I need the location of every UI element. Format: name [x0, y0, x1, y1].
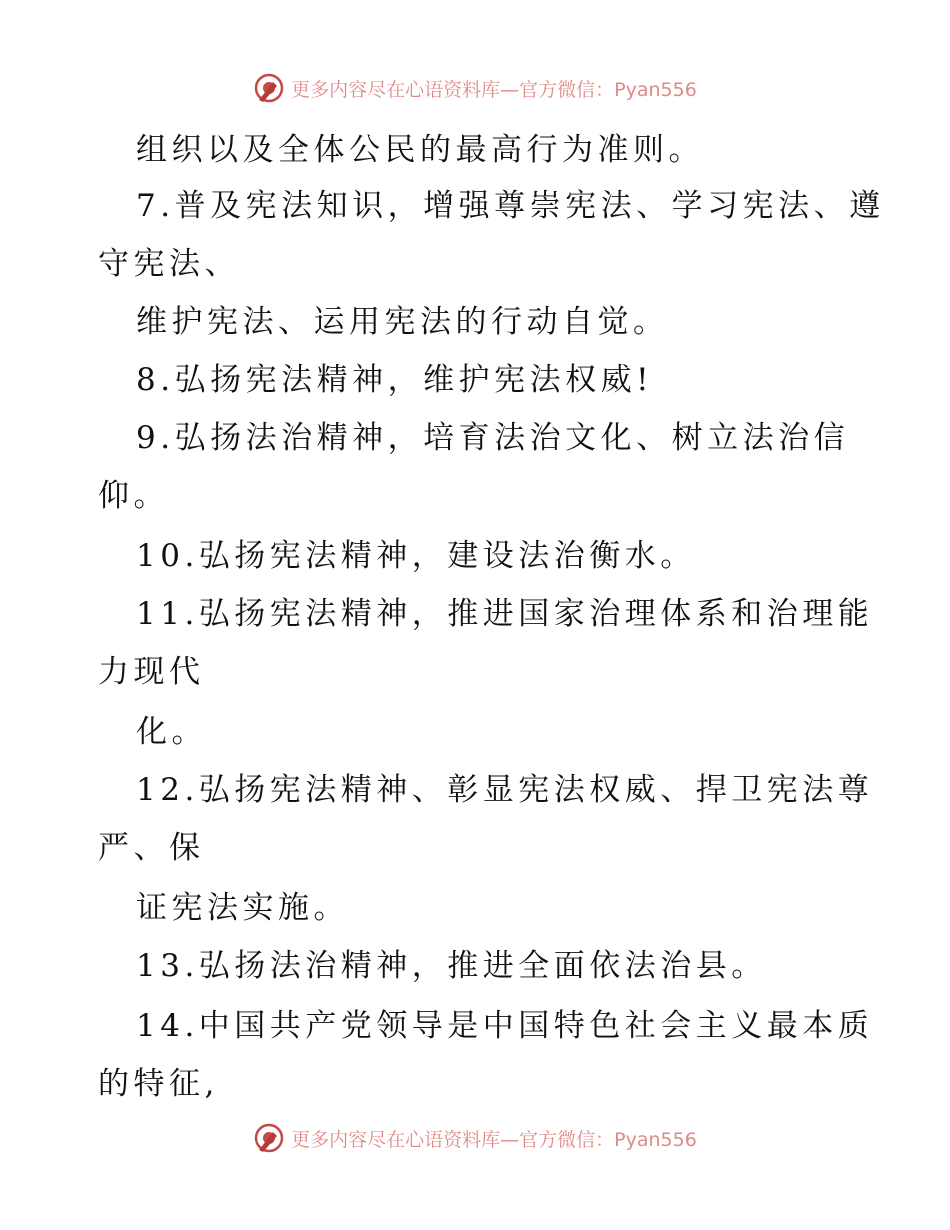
text-line: 组织以及全体公民的最高行为准则。 — [136, 132, 704, 168]
text-line: 12.弘扬宪法精神、彰显宪法权威、捍卫宪法尊 — [136, 772, 874, 808]
text-line: 7.普及宪法知识，增强尊崇宪法、学习宪法、遵 — [136, 188, 885, 224]
text-line: 力现代 — [98, 654, 205, 690]
text-line: 守宪法、 — [98, 246, 240, 282]
pen-seal-icon — [253, 72, 285, 104]
text-line: 10.弘扬宪法精神，建设法治衡水。 — [136, 538, 696, 574]
text-line: 8.弘扬宪法精神，维护宪法权威! — [136, 362, 654, 398]
text-line: 的特征, — [98, 1066, 219, 1102]
text-line: 9.弘扬法治精神，培育法治文化、树立法治信 — [136, 420, 850, 456]
header-banner-text: 更多内容尽在心语资料库—官方微信：Pyan556 — [291, 78, 697, 101]
header-banner — [0, 72, 950, 104]
text-line: 证宪法实施。 — [136, 890, 349, 926]
footer-banner-text: 更多内容尽在心语资料库—官方微信：Pyan556 — [291, 1128, 697, 1151]
footer-banner — [0, 1122, 950, 1154]
text-line: 化。 — [136, 714, 207, 750]
text-line: 14.中国共产党领导是中国特色社会主义最本质 — [136, 1008, 874, 1044]
pen-seal-icon — [253, 1122, 285, 1154]
text-line: 维护宪法、运用宪法的行动自觉。 — [136, 304, 669, 340]
text-line: 13.弘扬法治精神，推进全面依法治县。 — [136, 948, 767, 984]
text-line: 11.弘扬宪法精神，推进国家治理体系和治理能 — [136, 596, 874, 632]
text-line: 严、保 — [98, 830, 205, 866]
text-line: 仰。 — [98, 478, 169, 514]
